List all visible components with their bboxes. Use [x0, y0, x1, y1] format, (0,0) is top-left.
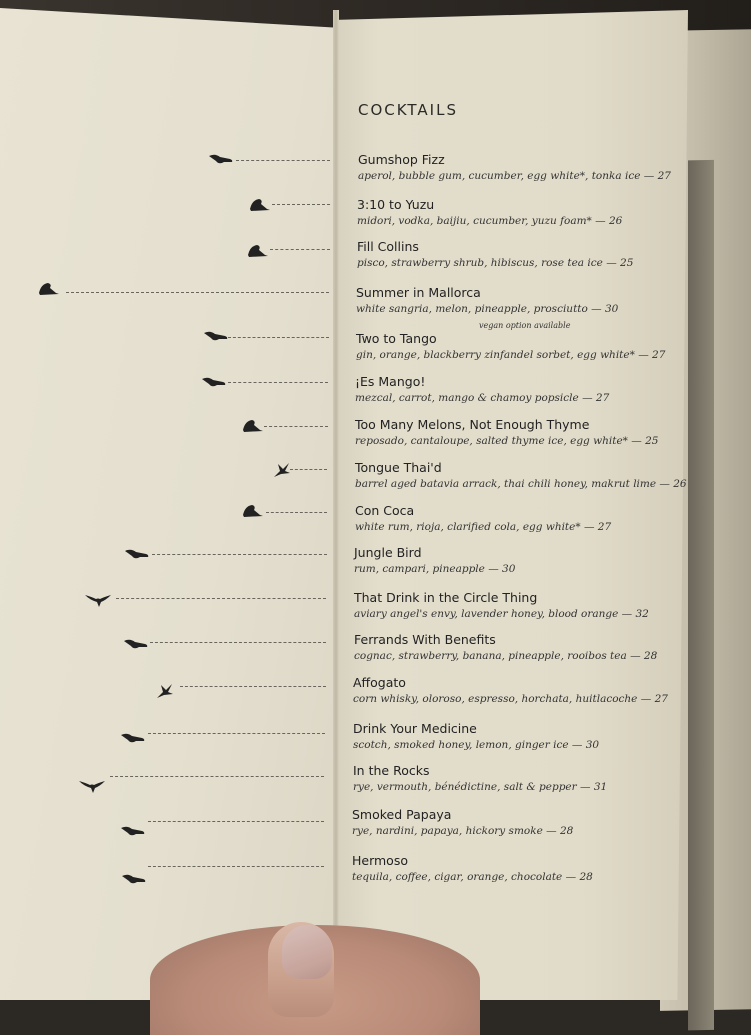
cocktail-description: rum, campari, pineapple — 30 — [354, 563, 516, 575]
cocktail-description: cognac, strawberry, banana, pineapple, rooibos tea — 28 — [354, 650, 658, 662]
back-page-shadow — [688, 160, 714, 1030]
bird-icon — [120, 824, 146, 838]
cocktail-item — [353, 675, 668, 705]
leader-line — [290, 469, 327, 470]
bird-icon — [123, 637, 149, 651]
cocktail-item — [354, 632, 657, 662]
cocktail-note: vegan option available — [479, 321, 571, 330]
cocktail-name: Tongue Thai'd — [355, 460, 442, 475]
menu-left-panel — [0, 8, 340, 1000]
cocktail-item — [352, 853, 593, 883]
cocktail-item — [353, 721, 599, 751]
cocktail-description: barrel aged batavia arrack, thai chili honey, makrut lime — 26 — [355, 478, 687, 490]
cocktail-name: Summer in Mallorca — [356, 285, 481, 300]
leader-line — [148, 733, 325, 734]
cocktail-description: aperol, bubble gum, cucumber, egg white*, tonka ice — 27 — [358, 170, 671, 182]
cocktail-name: Jungle Bird — [354, 545, 422, 560]
cocktail-description: scotch, smoked honey, lemon, ginger ice — 30 — [353, 739, 600, 751]
cocktail-item — [354, 590, 649, 620]
bird-icon — [272, 461, 292, 479]
cocktail-name: 3:10 to Yuzu — [357, 197, 435, 212]
cocktail-item — [355, 374, 609, 404]
cocktail-description: aviary angel's envy, lavender honey, blood orange — 32 — [354, 608, 649, 620]
cocktail-item — [353, 763, 607, 793]
cocktail-description: reposado, cantaloupe, salted thyme ice, egg white* — 25 — [355, 435, 659, 447]
cocktail-name: Two to Tango — [356, 331, 437, 346]
leader-line — [110, 776, 324, 777]
menu-fold — [333, 10, 339, 1000]
cocktail-description: corn whisky, oloroso, espresso, horchata, huitlacoche — 27 — [353, 693, 668, 705]
leader-line — [180, 686, 326, 687]
leader-line — [152, 554, 327, 555]
cocktail-name: Smoked Papaya — [352, 807, 452, 822]
bird-icon — [121, 872, 147, 886]
cocktail-description: rye, vermouth, bénédictine, salt & pepper — 31 — [353, 781, 608, 793]
leader-line — [266, 512, 327, 513]
cocktail-item — [355, 417, 658, 447]
leader-line — [270, 249, 330, 250]
cocktail-description: white rum, rioja, clarified cola, egg white* — 27 — [355, 521, 612, 533]
leader-line — [228, 382, 328, 383]
leader-line — [66, 292, 329, 293]
menu-heading: COCKTAILS — [358, 101, 458, 119]
bird-icon — [240, 418, 264, 434]
cocktail-item — [357, 239, 633, 269]
bird-icon — [245, 243, 269, 259]
cocktail-name: In the Rocks — [353, 763, 430, 778]
bird-icon — [201, 375, 227, 389]
bird-icon — [208, 152, 234, 166]
cocktail-name: Gumshop Fizz — [358, 152, 445, 167]
bird-icon — [124, 547, 150, 561]
cocktail-name: Affogato — [353, 675, 406, 690]
cocktail-name: Fill Collins — [357, 239, 419, 254]
cocktail-name: Con Coca — [355, 503, 415, 518]
cocktail-name: Ferrands With Benefits — [354, 632, 496, 647]
cocktail-name: Drink Your Medicine — [353, 721, 477, 736]
cocktail-item — [356, 331, 665, 361]
cocktail-item — [355, 503, 611, 533]
leader-line — [116, 598, 326, 599]
cocktail-item — [357, 197, 622, 227]
bird-icon — [120, 731, 146, 745]
leader-line — [264, 426, 328, 427]
cocktail-item — [356, 285, 619, 330]
cocktail-item — [358, 152, 671, 182]
cocktail-name: ¡Es Mango! — [355, 374, 426, 389]
cocktail-description: gin, orange, blackberry zinfandel sorbet, egg white* — 27 — [356, 349, 666, 361]
leader-line — [228, 337, 329, 338]
leader-line — [148, 866, 324, 867]
cocktail-description: midori, vodka, baijiu, cucumber, yuzu foam* — 26 — [357, 215, 623, 227]
cocktail-description: rye, nardini, papaya, hickory smoke — 28 — [352, 825, 574, 837]
cocktail-item — [354, 545, 515, 575]
cocktail-item — [355, 460, 687, 490]
thumbnail-nail — [282, 925, 332, 979]
cocktail-description: tequila, coffee, cigar, orange, chocolate — 28 — [352, 871, 593, 883]
cocktail-name: That Drink in the Circle Thing — [354, 590, 538, 605]
leader-line — [150, 642, 326, 643]
cocktail-name: Hermoso — [352, 853, 408, 868]
leader-line — [272, 204, 330, 205]
bird-icon — [84, 592, 112, 608]
bird-icon — [78, 778, 106, 794]
bird-icon — [247, 197, 271, 213]
cocktail-item — [352, 807, 573, 837]
cocktail-description: mezcal, carrot, mango & chamoy popsicle — 27 — [355, 392, 610, 404]
leader-line — [148, 821, 324, 822]
cocktail-description: pisco, strawberry shrub, hibiscus, rose tea ice — 25 — [357, 257, 634, 269]
bird-icon — [36, 281, 60, 297]
bird-icon — [240, 503, 264, 519]
bird-icon — [155, 682, 175, 700]
bird-icon — [203, 329, 229, 343]
cocktail-description: white sangria, melon, pineapple, prosciutto — 30 — [356, 303, 619, 315]
cocktail-name: Too Many Melons, Not Enough Thyme — [355, 417, 590, 432]
leader-line — [236, 160, 330, 161]
